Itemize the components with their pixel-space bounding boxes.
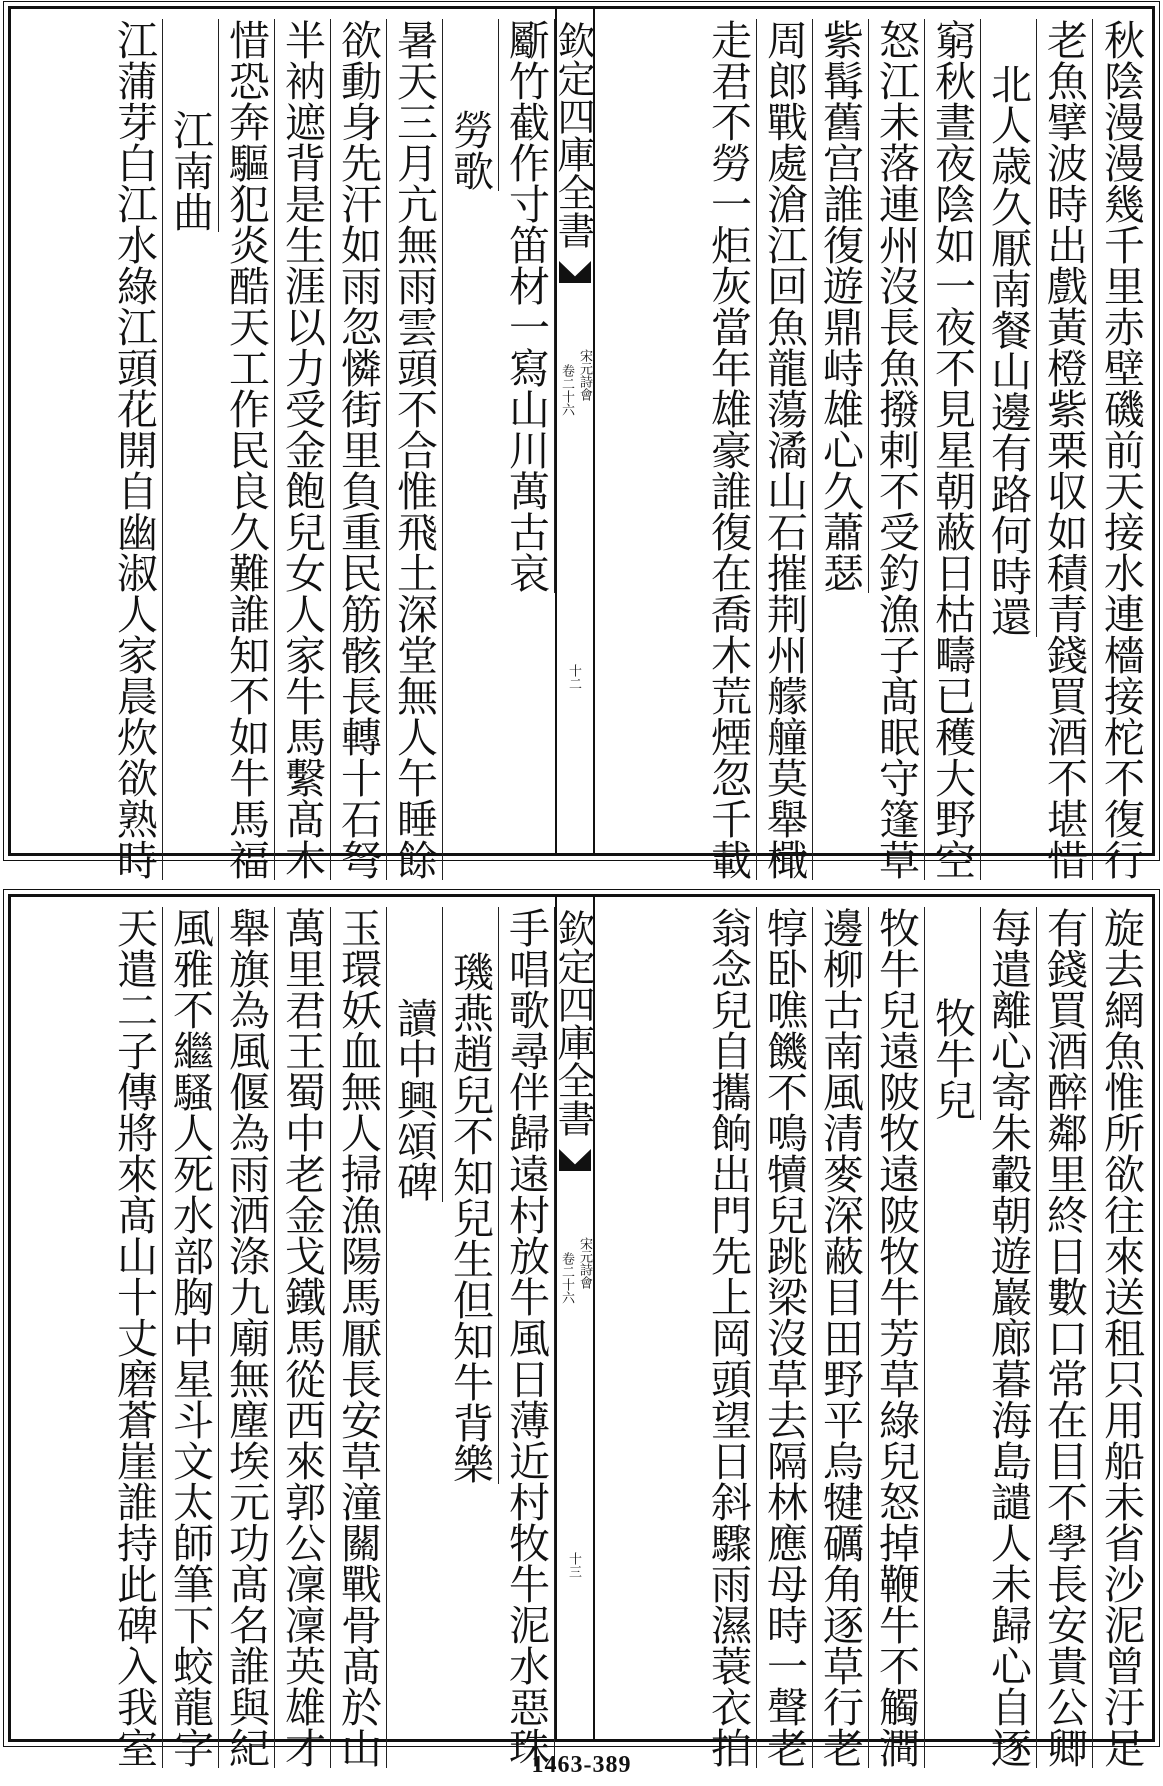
gutter-title: 欽定四庫全書 [551, 21, 595, 249]
gutter-page-number: 十二 [566, 664, 581, 690]
text-column: 秋陰漫漫幾千里赤壁磯前天接水連檣接柁不復行 [1097, 19, 1145, 880]
text-column: 走君不勞一炬灰當年雄豪誰復在喬木荒煙忽千載 [701, 19, 757, 880]
text-column: 犉卧噍饑不鳴犢兒跳梁沒草去隔林應母時一聲老 [757, 907, 813, 1768]
text-column: 半衲遮背是生涯以力受金飽兒女人家牛馬繫髙木 [275, 19, 331, 880]
text-column: 紫髯舊宫誰復遊鼎峙雄心久蕭瑟 [813, 19, 869, 593]
text-column: 天遣二子傳將來髙山十丈磨蒼崖誰持此碑入我室 [107, 907, 163, 1768]
text-column: 牧牛兒遠陂牧遠陂牧牛芳草綠兒怒掉鞭牛不觸澗 [869, 907, 925, 1768]
text-column: 邊柳古南風清麥深蔽目田野平烏犍礪角逐草行老 [813, 907, 869, 1768]
text-column: 怒江未落連州沒長魚撥剌不受釣漁子髙眠守篷草 [869, 19, 925, 880]
text-column: 每遣離心寄朱轂朝遊巖廊暮海島譴人未歸心自逐 [981, 907, 1037, 1768]
text-column: 萬里君王蜀中老金戈鐵馬從西來郭公凜凜英雄才 [275, 907, 331, 1768]
text-column: 暑天三月亢無雨雲頭不合惟飛土深堂無人午睡餘 [387, 19, 443, 880]
text-column: 江蒲芽白江水綠江頭花開自幽淑人家晨炊欲熟時 [107, 19, 163, 880]
text-column: 風雅不繼騷人死水部胸中星斗文太師筆下蛟龍字 [163, 907, 219, 1768]
text-column: 北人歳久厭南餐山邊有路何時還 [981, 19, 1037, 637]
poem-title: 江南曲 [163, 19, 219, 232]
fish-tail-mark [559, 261, 591, 283]
gutter-volume: 卷二十六 [559, 1252, 574, 1304]
gutter-page-number: 十三 [566, 1552, 581, 1578]
poem-title: 勞歌 [443, 19, 499, 191]
gutter-title: 欽定四庫全書 [551, 909, 595, 1137]
poem-title: 讀中興頌碑 [387, 907, 443, 1202]
text-column: 璣燕趙兒不知兒生但知牛背樂 [443, 907, 499, 1484]
fish-tail-mark [559, 1149, 591, 1171]
gutter-collection: 宋元詩會 [577, 1237, 592, 1289]
poem-title: 牧牛兒 [925, 907, 981, 1120]
text-column: 欲動身先汗如雨忽憐街里負重民筋骸長轉十石弩 [331, 19, 387, 880]
top-page [8, 6, 1155, 880]
text-column: 旋去網魚惟所欲往來送租只用船未省沙泥曾汙足 [1097, 907, 1145, 1768]
text-column: 舉旗為風偃為雨洒涤九廟無塵埃元功髙名誰與紀 [219, 907, 275, 1768]
text-column: 斸竹截作寸笛材一寫山川萬古哀 [499, 19, 555, 593]
text-column: 手唱歌尋伴歸遠村放牛風日薄近村牧牛泥水惡珠 [499, 907, 555, 1768]
page-gutter [551, 897, 595, 1739]
text-column: 有錢買酒醉鄰里終日數口常在目不學長安貴公卿 [1037, 907, 1093, 1768]
text-column: 周郎戰處滄江回魚龍蕩潏山石摧荆州艨艟莫舉檝 [757, 19, 813, 880]
text-column: 惜恐奔驅犯炎酷天工作民良久難誰知不如牛馬福 [219, 19, 275, 880]
footer-number: 1463-389 [531, 1752, 632, 1778]
text-column: 翁念兒自攜餉出門先上岡頭望日斜驟雨濕蓑衣拍 [701, 907, 757, 1768]
text-column: 玉環妖血無人掃漁陽馬厭長安草潼關戰骨髙於山 [331, 907, 387, 1768]
gutter-volume: 卷二十六 [559, 364, 574, 416]
text-column: 窮秋晝夜陰如一夜不見星朝蔽日枯疇已穫大野空 [925, 19, 981, 880]
page-gutter [551, 9, 595, 853]
text-column: 老魚擘波時出戲黃橙紫栗収如積青錢買酒不堪惜 [1037, 19, 1093, 880]
gutter-collection: 宋元詩會 [577, 349, 592, 401]
